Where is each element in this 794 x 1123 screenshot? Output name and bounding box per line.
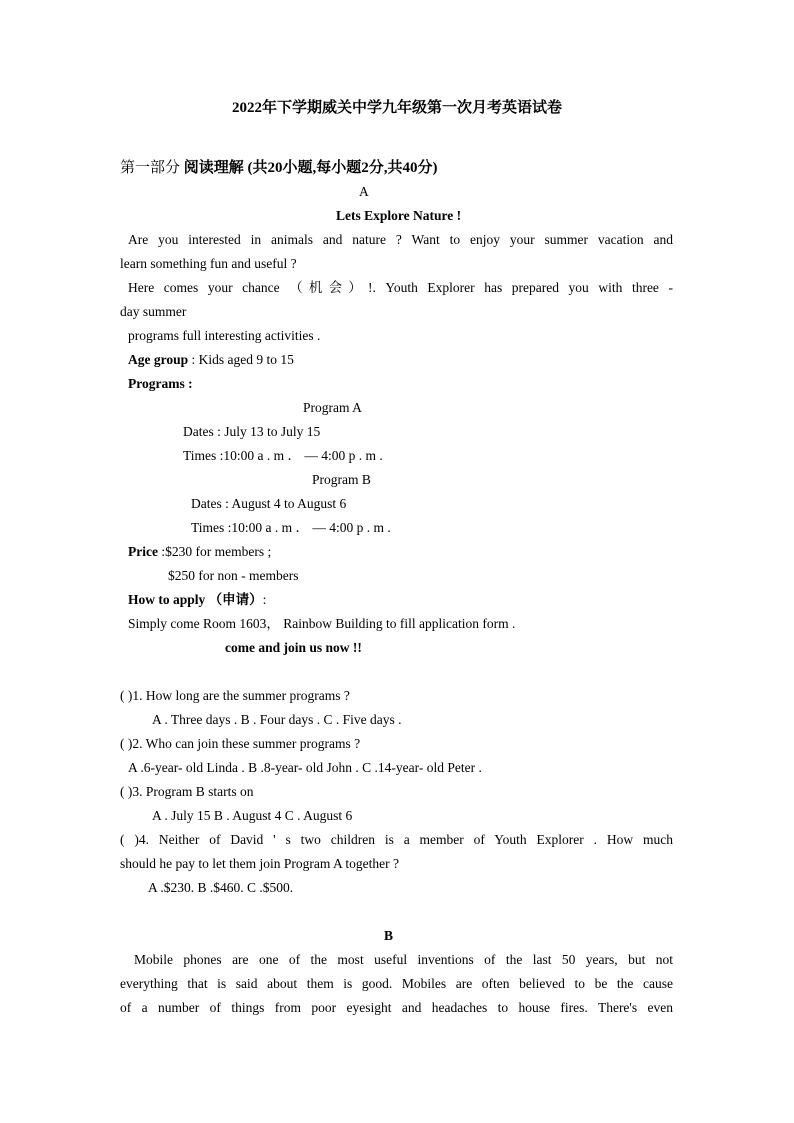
passage-b-line: of a number of things from poor eyesight and headaches to house fires. There's even bbox=[120, 1000, 673, 1015]
passage-a-intro-line: programs full interesting activities . bbox=[128, 328, 321, 343]
age-group-label: Age group bbox=[128, 352, 189, 367]
apply-instructions: Simply come Room 1603， Rainbow Building to fill application form . bbox=[128, 616, 516, 631]
program-a-times: Times :10:00 a . m ． — 4:00 p . m . bbox=[183, 448, 383, 463]
part-1-note: (共20小题,每小题2分,共40分) bbox=[247, 160, 438, 176]
program-a-name: Program A bbox=[303, 400, 362, 415]
how-to-apply bbox=[128, 591, 266, 609]
question-1-options: A . Three days . B . Four days . C . Five days . bbox=[152, 712, 402, 727]
program-b-dates: Dates : August 4 to August 6 bbox=[191, 496, 347, 511]
passage-a-intro-line: learn something fun and useful ? bbox=[120, 256, 297, 271]
passage-b-letter: B bbox=[384, 928, 394, 943]
price-label: Price bbox=[128, 544, 158, 559]
question-3-stem: ( )3. Program B starts on bbox=[120, 784, 254, 799]
passage-b-line: everything that is said about them is good. Mobiles are often believed to be the cause bbox=[120, 976, 673, 991]
question-2-options: A .6-year- old Linda . B .8-year- old John . C .14-year- old Peter . bbox=[128, 760, 482, 775]
part-1-heading bbox=[120, 159, 438, 177]
programs-label: Programs : bbox=[128, 376, 193, 391]
program-b-times: Times :10:00 a . m ． — 4:00 p . m . bbox=[191, 520, 391, 535]
age-group bbox=[128, 351, 294, 369]
exam-title: 2022年下学期威关中学九年级第一次月考英语试卷 bbox=[231, 100, 562, 116]
passage-a-intro-line: day summer bbox=[120, 304, 187, 319]
passage-b-line: Mobile phones are one of the most useful inventions of the last 50 years, but not bbox=[134, 952, 673, 967]
how-to-apply-colon: : bbox=[262, 592, 267, 607]
program-b-name: Program B bbox=[312, 472, 371, 487]
passage-a-letter: A bbox=[359, 184, 369, 199]
passage-a-heading: Lets Explore Nature ! bbox=[336, 208, 462, 223]
passage-a-intro-line: Are you interested in animals and nature ? Want to enjoy your summer vacation and bbox=[128, 232, 673, 247]
part-1-name: 阅读理解 bbox=[183, 160, 244, 176]
question-4-stem-cont: should he pay to let them join Program A together ? bbox=[120, 856, 399, 871]
question-1-stem: ( )1. How long are the summer programs ? bbox=[120, 688, 350, 703]
price-non-members: $250 for non - members bbox=[168, 568, 299, 583]
question-2-stem: ( )2. Who can join these summer programs ? bbox=[120, 736, 361, 751]
how-to-apply-label: How to apply （申请） bbox=[128, 592, 263, 607]
age-group-value: : Kids aged 9 to 15 bbox=[188, 352, 294, 367]
price-members-value: :$230 for members ; bbox=[157, 544, 272, 559]
question-4-stem: ( )4. Neither of David ' s two children is a member of Youth Explorer . How much bbox=[120, 832, 673, 847]
part-1-label: 第一部分 bbox=[120, 160, 181, 176]
program-a-dates: Dates : July 13 to July 15 bbox=[183, 424, 321, 439]
closing-line: come and join us now !! bbox=[225, 640, 362, 655]
passage-a-intro-line: Here comes your chance （机会）!. Youth Explorer has prepared you with three - bbox=[128, 280, 673, 295]
question-3-options: A . July 15 B . August 4 C . August 6 bbox=[152, 808, 353, 823]
question-4-options: A .$230. B .$460. C .$500. bbox=[148, 880, 294, 895]
price-members bbox=[128, 543, 271, 561]
